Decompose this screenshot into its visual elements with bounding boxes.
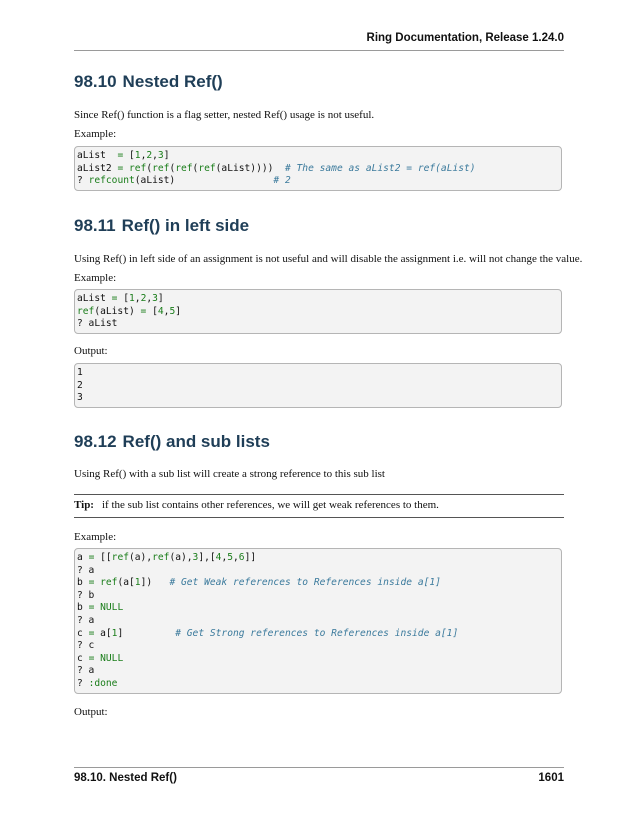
tip-admonition [74, 494, 564, 518]
code-line: a = [[ref(a),ref(a),3],[4,5,6]] [77, 552, 257, 563]
section-number: 98.12 [74, 432, 117, 451]
code-line: b = NULL [77, 602, 124, 614]
output-label: Output: [74, 706, 108, 718]
code-block [74, 289, 562, 334]
running-header: Ring Documentation, Release 1.24.0 [366, 32, 564, 44]
example-label: Example: [74, 531, 117, 543]
section-number: 98.11 [74, 216, 116, 235]
footer-section: 98.10. Nested Ref() [74, 772, 177, 784]
code-line: aList2 = ref(ref(ref(ref(aList)))) # The same as aList2 = ref(aList) [77, 162, 476, 174]
tip-text: if the sub list contains other references, we will get weak references to them. [102, 499, 439, 511]
code-line: c = NULL [77, 652, 124, 664]
example-label: Example: [74, 128, 117, 140]
document-page [74, 0, 583, 825]
section-heading-98-10 [74, 72, 223, 92]
output-block [74, 363, 562, 408]
code-block [74, 548, 562, 694]
code-line: ? b [77, 589, 95, 601]
paragraph: Since Ref() function is a flag setter, nested Ref() usage is not useful. [74, 109, 375, 121]
output-label: Output: [74, 345, 108, 357]
code-block [74, 146, 562, 191]
code-line: aList = [1,2,3] [77, 150, 170, 161]
section-heading-98-11 [74, 216, 249, 236]
code-line: ? refcount(aList) # 2 [77, 175, 291, 187]
section-title: Nested Ref() [122, 72, 223, 91]
header-rule [74, 50, 564, 51]
page-number: 1601 [538, 772, 564, 784]
code-line: c = a[1] # Get Strong references to References inside a[1] [77, 627, 459, 639]
code-line: ? aList [77, 318, 118, 330]
output-line: 1 [77, 367, 83, 378]
tip-label: Tip: [74, 499, 94, 511]
output-line: 3 [77, 392, 83, 404]
section-title: Ref() in left side [121, 216, 250, 235]
footer-rule [74, 767, 564, 768]
code-line: ? c [77, 640, 95, 652]
code-line: b = ref(a[1]) # Get Weak references to References inside a[1] [77, 577, 441, 589]
code-line: ? a [77, 614, 95, 626]
example-label: Example: [74, 272, 117, 284]
code-line: ? :done [77, 677, 118, 689]
code-line: aList = [1,2,3] [77, 293, 164, 304]
section-title: Ref() and sub lists [122, 432, 270, 451]
section-number: 98.10 [74, 72, 117, 91]
code-line: ? a [77, 665, 95, 677]
paragraph: Using Ref() in left side of an assignment is not useful and will disable the assignment i.e. will not change the value. [74, 253, 583, 265]
output-line: 2 [77, 379, 83, 391]
code-line: ? a [77, 564, 95, 576]
section-heading-98-12 [74, 432, 270, 452]
code-line: ref(aList) = [4,5] [77, 305, 182, 317]
paragraph: Using Ref() with a sub list will create a strong reference to this sub list [74, 468, 385, 480]
